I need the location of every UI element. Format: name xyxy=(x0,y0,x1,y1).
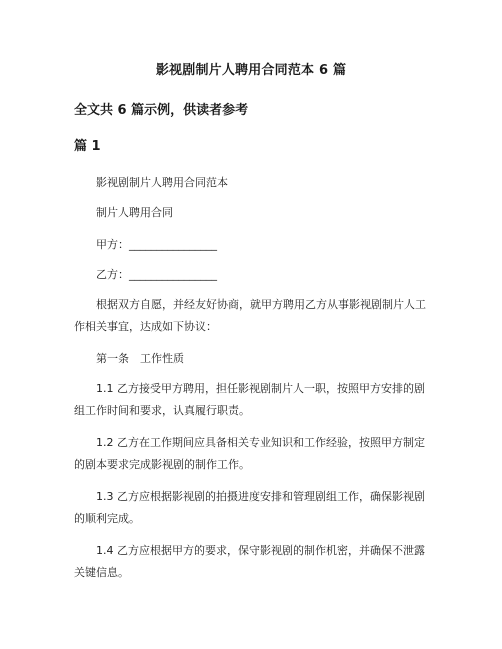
paragraph-preamble: 根据双方自愿，并经友好协商，就甲方聘用乙方从事影视剧制片人工作相关事宜，达成如下协议： xyxy=(74,298,426,333)
paragraph-contract-type: 制片人聘用合同 xyxy=(96,206,173,219)
paragraph-contract-name: 影视剧制片人聘用合同范本 xyxy=(96,176,228,189)
party-b-line: 乙方：________________ xyxy=(96,268,217,281)
section-heading: 篇 1 xyxy=(74,139,101,154)
clause-1-4: 1.4 乙方应根据甲方的要求，保守影视剧的制作机密，并确保不泄露关键信息。 xyxy=(74,544,425,579)
document-subtitle: 全文共 6 篇示例，供读者参考 xyxy=(74,103,249,118)
article-one-heading: 第一条 工作性质 xyxy=(96,352,184,365)
clause-1-1: 1.1 乙方接受甲方聘用，担任影视剧制片人一职，按照甲方安排的剧组工作时间和要求，认真履行职责。 xyxy=(74,382,425,417)
clause-1-3: 1.3 乙方应根据影视剧的拍摄进度安排和管理剧组工作，确保影视剧的顺利完成。 xyxy=(74,490,425,525)
clause-1-2: 1.2 乙方在工作期间应具备相关专业知识和工作经验，按照甲方制定的剧本要求完成影视剧的制作工作。 xyxy=(74,436,425,471)
party-a-line: 甲方：________________ xyxy=(96,238,217,251)
document-title: 影视剧制片人聘用合同范本 6 篇 xyxy=(155,63,347,78)
